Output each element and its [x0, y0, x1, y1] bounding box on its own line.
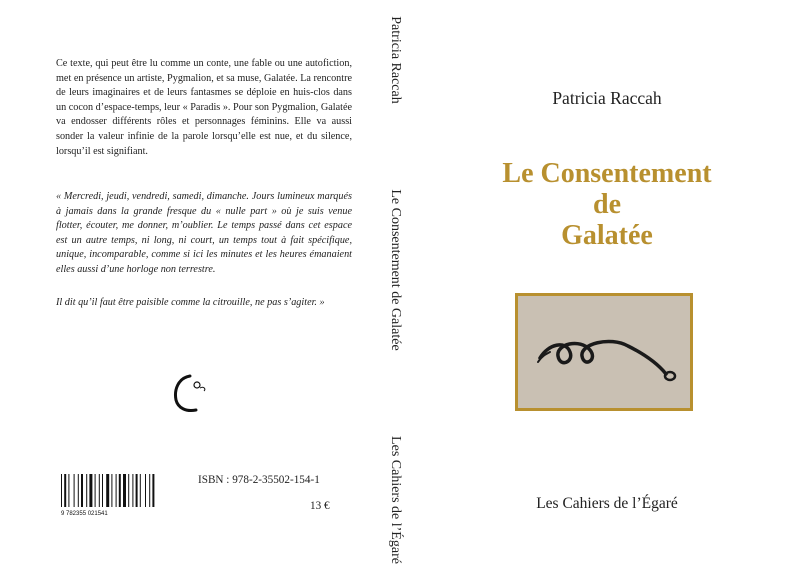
back-cover: [0, 0, 370, 581]
front-title: [420, 158, 794, 251]
title-line-3: Galatée: [561, 220, 653, 251]
title-line-2: de: [593, 189, 621, 220]
front-cover: [420, 0, 794, 581]
brush-stroke-icon: [518, 296, 690, 408]
spine-author: Patricia Raccah: [388, 16, 403, 104]
title-line-1: Le Consentement: [502, 158, 712, 189]
barcode: [57, 473, 185, 517]
barcode-number: 9 782355 021541: [61, 511, 108, 517]
spine-title: Le Consentement de Galatée: [388, 189, 403, 351]
isbn: ISBN : 978-2-35502-154-1: [198, 474, 320, 486]
cover-illustration: [515, 293, 693, 411]
front-publisher: Les Cahiers de l’Égaré: [536, 495, 678, 512]
back-cover-quote-end: Il dit qu’il faut être paisible comme la citrouille, ne pas s’agiter. »: [56, 297, 325, 308]
back-cover-blurb: Ce texte, qui peut être lu comme un conte, une fable ou une autofiction, met en présence un artiste, Pygmalion, et sa muse, Galatée. La rencontre de leurs imaginaires et de leurs fantasmes se déploie en huis-clos dans un cocon d’espace-temps, leur « Paradis ». Pour son Pygmalion, Galatée va endosser différents rôles et personnages féminins. Elle va aussi sonder la valeur infinie de la parole lorsqu’elle est nue, et du silence, lorsqu’il est signifiant.: [56, 58, 352, 157]
front-author: Patricia Raccah: [552, 88, 662, 108]
spine-publisher: Les Cahiers de l’Égaré: [388, 436, 403, 564]
publisher-logo-icon: [164, 370, 212, 418]
price: 13 €: [310, 500, 330, 512]
spine: [370, 0, 420, 581]
back-cover-quote: « Mercredi, jeudi, vendredi, samedi, dimanche. Jours lumineux marqués à jamais dans la grande fresque du « nulle part » où je suis venue flotter, écouter, me donner, m’oublier. Le temps passé dans cet espace est un autre temps, ni long, ni court, un temps tout à fait spécifique, unique, incomparable, comme si ici les minutes et les heures émanaient elles aussi d’une horloge non terrestre.: [56, 191, 352, 275]
